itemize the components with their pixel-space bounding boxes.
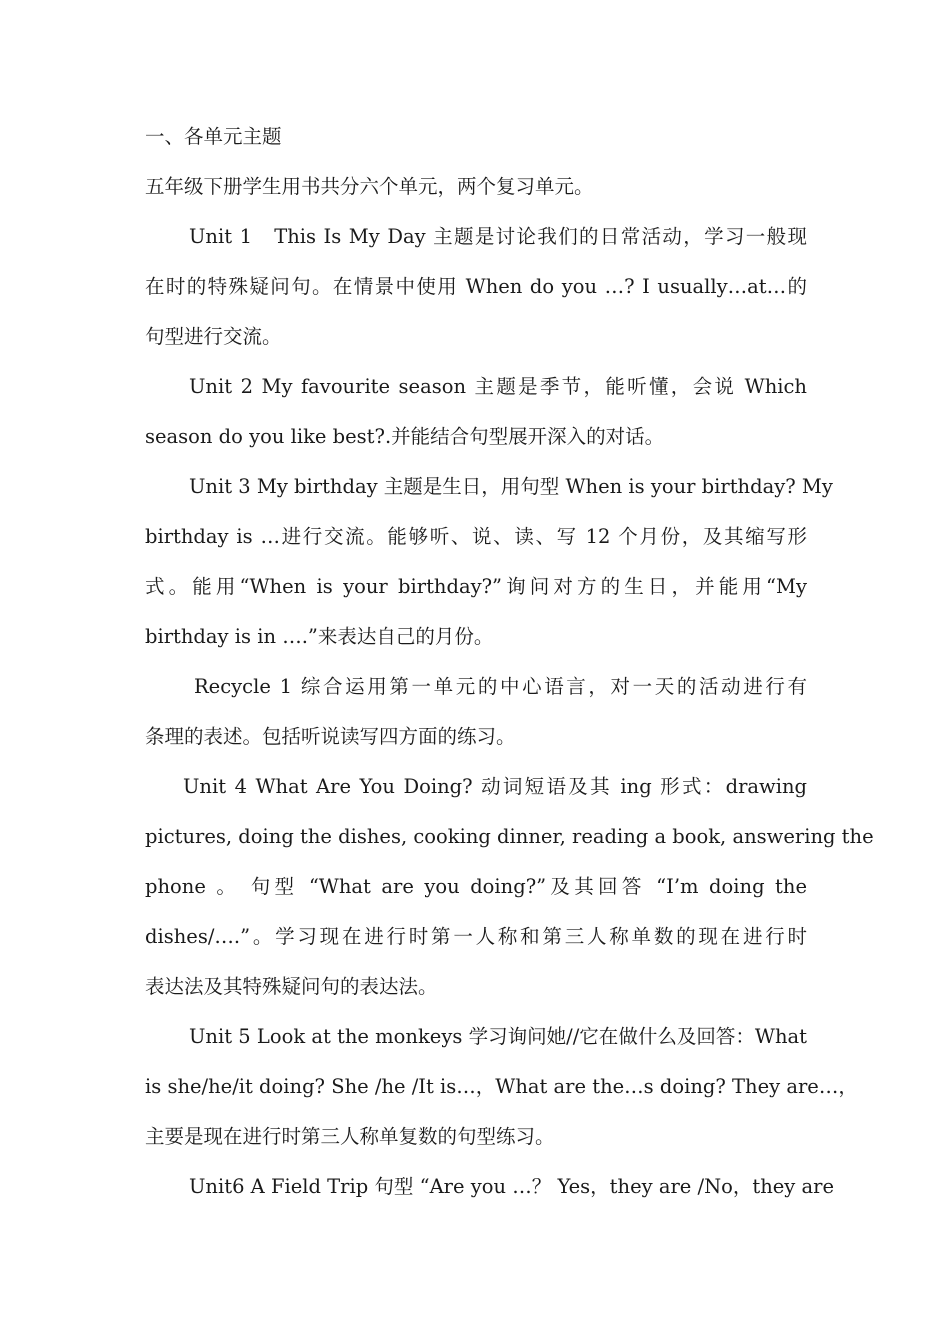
document-body: [145, 112, 874, 1212]
unit5-line-2: is she/he/it doing? She /he /It is…，What are the…s doing? They are…，: [145, 1075, 858, 1098]
unit3-line-1: Unit 3 My birthday 主题是生日，用句型 When is your birthday? My: [189, 475, 833, 498]
unit4-line-3: phone 。 句型 “What are you doing?”及其回答 “I’m doing the: [145, 875, 807, 898]
section-heading: 一、各单元主题: [145, 125, 282, 148]
unit3-line-2: birthday is …进行交流。能够听、说、读、写 12 个月份，及其缩写形: [145, 525, 807, 548]
unit5-line-3: 主要是现在进行时第三人称单复数的句型练习。: [145, 1125, 555, 1148]
unit6-line-1: Unit6 A Field Trip 句型 “Are you …？ Yes，they are /No，they are: [189, 1175, 835, 1198]
recycle1-line-1: Recycle 1 综合运用第一单元的中心语言，对一天的活动进行有: [194, 675, 807, 698]
unit4-line-4: dishes/….”。学习现在进行时第一人称和第三人称单数的现在进行时: [145, 925, 807, 948]
unit1-line-1: Unit 1 This Is My Day 主题是讨论我们的日常活动，学习一般现: [189, 225, 807, 248]
unit3-line-4: birthday is in ….”来表达自己的月份。: [145, 625, 494, 648]
unit3-line-3: 式。能用“When is your birthday?”询问对方的生日，并能用“My: [145, 575, 807, 598]
unit2-line-1: Unit 2 My favourite season 主题是季节，能听懂，会说 Which: [189, 375, 807, 398]
unit1-line-2: 在时的特殊疑问句。在情景中使用 When do you …? I usually…at…的: [145, 275, 807, 298]
recycle1-line-2: 条理的表述。包括听说读写四方面的练习。: [145, 725, 516, 748]
unit4-line-5: 表达法及其特殊疑问句的表达法。: [145, 975, 438, 998]
unit2-line-2: season do you like best?.并能结合句型展开深入的对话。: [145, 425, 665, 448]
unit1-line-3: 句型进行交流。: [145, 325, 282, 348]
unit4-line-2: pictures, doing the dishes, cooking dinner, reading a book, answering the: [145, 825, 874, 848]
intro-line: 五年级下册学生用书共分六个单元，两个复习单元。: [145, 175, 594, 198]
unit4-line-1: Unit 4 What Are You Doing? 动词短语及其 ing 形式：drawing: [183, 775, 807, 798]
unit5-line-1: Unit 5 Look at the monkeys 学习询问她//它在做什么及回答：What: [189, 1025, 807, 1048]
